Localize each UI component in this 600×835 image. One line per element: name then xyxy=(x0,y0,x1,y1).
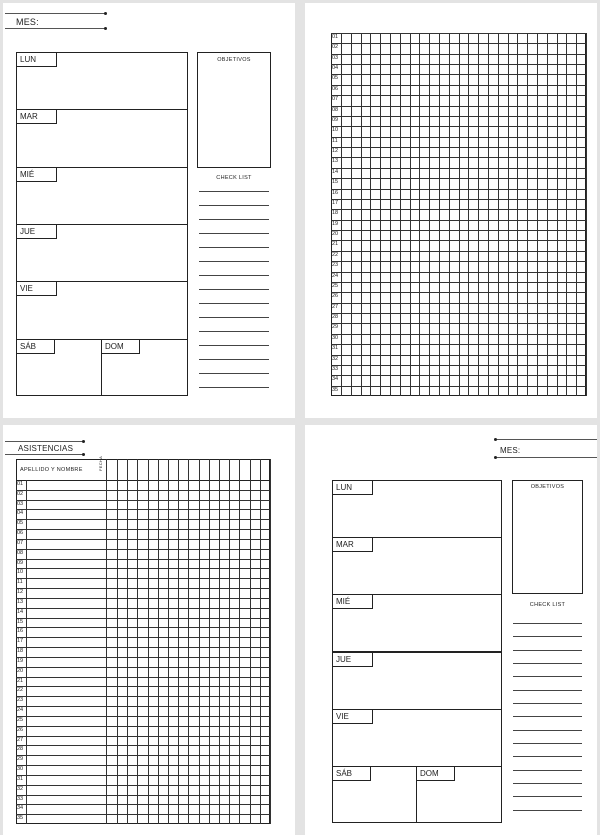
checklist-line xyxy=(513,730,582,731)
day-box xyxy=(332,709,502,767)
row-number: 21 xyxy=(332,241,339,248)
checklist-line xyxy=(199,219,269,220)
attendance-row-line xyxy=(16,637,270,638)
row-number: 29 xyxy=(17,756,24,763)
checklist-line xyxy=(199,317,269,318)
attendance-row-line xyxy=(16,765,270,766)
row-number: 11 xyxy=(332,137,338,144)
title-line-bottom xyxy=(5,454,83,455)
row-number: 28 xyxy=(332,314,339,321)
attendance-row-line xyxy=(16,588,270,589)
checklist-line xyxy=(513,770,582,771)
row-number: 26 xyxy=(17,726,24,733)
checklist-label: CHECK LIST xyxy=(216,175,252,181)
row-number: 03 xyxy=(332,54,339,61)
row-number: 28 xyxy=(17,746,24,753)
row-number: 05 xyxy=(332,75,339,82)
attendance-col-line xyxy=(137,459,138,824)
grid-col-line xyxy=(576,33,577,396)
grid-col-line xyxy=(439,33,440,396)
line-dot xyxy=(104,27,107,30)
row-number: 27 xyxy=(17,736,24,743)
row-number: 33 xyxy=(17,795,24,802)
grid-col-line xyxy=(498,33,499,396)
row-number: 17 xyxy=(17,638,24,645)
checklist-line xyxy=(199,289,269,290)
row-number: 31 xyxy=(17,775,24,782)
checklist-line xyxy=(513,636,582,637)
day-label: LUN xyxy=(333,481,373,495)
attendance-row-line xyxy=(16,509,270,510)
grid-col-line xyxy=(459,33,460,396)
row-number: 07 xyxy=(332,96,339,103)
row-number: 24 xyxy=(332,272,339,279)
checklist-label: CHECK LIST xyxy=(529,602,566,608)
grid-col-line xyxy=(586,33,587,396)
row-number: 24 xyxy=(17,707,24,714)
row-number: 32 xyxy=(17,785,24,792)
attendance-row-line xyxy=(16,578,270,579)
attendance-row-line xyxy=(16,500,270,501)
checklist-line xyxy=(513,703,582,704)
attendance-row-line xyxy=(16,795,270,796)
attendance-row-line xyxy=(16,618,270,619)
attendance-row-line xyxy=(16,804,270,805)
row-number: 07 xyxy=(17,539,24,546)
weekend-box xyxy=(16,339,102,396)
row-number: 35 xyxy=(332,386,339,393)
attendance-row-line xyxy=(16,716,270,717)
month-bottom-line xyxy=(496,457,597,458)
checklist-line xyxy=(199,261,269,262)
day-label: MIÉ xyxy=(17,168,57,182)
checklist-line xyxy=(513,623,582,624)
attendance-row-line xyxy=(16,539,270,540)
checklist-line xyxy=(199,191,269,192)
row-number: 01 xyxy=(17,481,24,487)
row-number: 23 xyxy=(332,262,339,269)
weekend-box xyxy=(101,339,188,396)
line-dot xyxy=(82,440,85,443)
row-number: 22 xyxy=(17,687,24,694)
week-days-block xyxy=(332,480,502,823)
name-header: APELLIDO Y NOMBRE xyxy=(20,467,83,473)
checklist-lines xyxy=(199,191,269,401)
grid-col-line xyxy=(508,33,509,396)
row-number: 10 xyxy=(332,127,339,134)
attendance-row-line xyxy=(16,775,270,776)
row-number: 08 xyxy=(17,549,24,556)
checklist-line xyxy=(513,796,582,797)
row-number: 02 xyxy=(332,44,339,51)
row-number: 16 xyxy=(332,189,339,196)
row-number: 34 xyxy=(17,805,24,812)
attendance-row-line xyxy=(16,529,270,530)
checklist-line xyxy=(513,743,582,744)
attendance-col-line xyxy=(199,459,200,824)
grid-col-line xyxy=(380,33,381,396)
attendance-row-line xyxy=(16,519,270,520)
attendance-row-line xyxy=(16,657,270,658)
attendance-row-line xyxy=(16,559,270,560)
checklist-line xyxy=(199,233,269,234)
attendance-frame xyxy=(16,459,270,824)
day-label: JUE xyxy=(333,653,373,667)
grid-col-line xyxy=(351,33,352,396)
row-number: 30 xyxy=(332,334,339,341)
attendance-col-line xyxy=(219,459,220,824)
attendance-row-line xyxy=(16,667,270,668)
month-top-line xyxy=(496,439,597,440)
weekend-box xyxy=(416,766,502,823)
checklist-line xyxy=(513,756,582,757)
date-header: FECHA xyxy=(98,455,103,471)
attendance-col-line xyxy=(239,459,240,824)
planner-page-top xyxy=(3,3,295,418)
grid-col-line xyxy=(449,33,450,396)
weekend-label: SÁB xyxy=(17,340,55,354)
planner-page-bottom xyxy=(305,425,597,835)
attendance-row-line xyxy=(16,726,270,727)
day-label: LUN xyxy=(17,53,57,67)
attendance-col-line xyxy=(209,459,210,824)
row-number: 22 xyxy=(332,251,339,258)
day-box xyxy=(332,480,502,538)
day-box xyxy=(16,52,188,110)
checklist-line xyxy=(513,810,582,811)
day-box xyxy=(16,224,188,282)
attendance-row-line xyxy=(16,745,270,746)
row-number: 09 xyxy=(332,116,339,123)
attendance-col-line xyxy=(148,459,149,824)
row-number: 12 xyxy=(17,589,24,596)
row-number: 20 xyxy=(332,231,339,238)
grid-col-line xyxy=(527,33,528,396)
day-label: JUE xyxy=(17,225,57,239)
attendance-page xyxy=(3,425,295,835)
day-box xyxy=(16,167,188,225)
day-box xyxy=(332,652,502,710)
objectives-label: OBJETIVOS xyxy=(530,484,565,490)
line-dot xyxy=(494,438,497,441)
row-number: 35 xyxy=(17,815,24,822)
attendance-row-line xyxy=(16,568,270,569)
day-box xyxy=(16,109,188,167)
objectives-box xyxy=(512,480,583,594)
attendance-col-line xyxy=(117,459,118,824)
attendance-title: ASISTENCIAS xyxy=(18,444,74,453)
month-bottom-line xyxy=(5,28,105,29)
attendance-col-line xyxy=(270,459,271,824)
grid-col-line xyxy=(370,33,371,396)
line-dot xyxy=(104,12,107,15)
grid-col-line xyxy=(390,33,391,396)
row-number: 11 xyxy=(17,579,23,586)
checklist-line xyxy=(199,345,269,346)
grid-col-line xyxy=(419,33,420,396)
row-number: 25 xyxy=(332,282,339,289)
row-number: 05 xyxy=(17,520,24,527)
row-number: 17 xyxy=(332,199,339,206)
grid-col-line xyxy=(517,33,518,396)
grid-col-line xyxy=(361,33,362,396)
row-number: 30 xyxy=(17,766,24,773)
grid-col-line xyxy=(547,33,548,396)
row-number: 26 xyxy=(332,293,339,300)
attendance-col-line xyxy=(229,459,230,824)
grid-col-line xyxy=(478,33,479,396)
attendance-row-line xyxy=(16,706,270,707)
attendance-row-line xyxy=(16,598,270,599)
attendance-row-line xyxy=(16,736,270,737)
row-number: 14 xyxy=(17,608,24,615)
row-number: 02 xyxy=(17,490,24,497)
day-box xyxy=(332,594,502,652)
row-number: 18 xyxy=(17,648,24,655)
row-number: 19 xyxy=(332,220,339,227)
row-number: 21 xyxy=(17,677,24,684)
day-label: MAR xyxy=(17,110,57,124)
row-number: 04 xyxy=(17,510,24,517)
number-col-line xyxy=(26,480,27,824)
attendance-col-line xyxy=(168,459,169,824)
grid-col-line xyxy=(468,33,469,396)
attendance-col-line xyxy=(188,459,189,824)
day-box xyxy=(332,537,502,595)
row-number: 04 xyxy=(332,65,339,72)
grid-col-line xyxy=(488,33,489,396)
row-number: 15 xyxy=(332,179,339,186)
weekend-label: DOM xyxy=(417,767,455,781)
grid-col-line xyxy=(400,33,401,396)
row-number: 01 xyxy=(332,34,339,40)
weekend-box xyxy=(332,766,417,823)
row-number: 13 xyxy=(17,598,24,605)
grid-col-line xyxy=(537,33,538,396)
day-label: MAR xyxy=(333,538,373,552)
grid-page-top xyxy=(305,3,597,418)
row-number: 31 xyxy=(332,345,339,352)
grid-col-line xyxy=(429,33,430,396)
attendance-row-line xyxy=(16,549,270,550)
attendance-row-line xyxy=(16,696,270,697)
name-col-line xyxy=(106,459,107,824)
month-top-line xyxy=(5,13,105,14)
checklist-line xyxy=(513,676,582,677)
row-number: 20 xyxy=(17,667,24,674)
week-days-block xyxy=(16,52,188,396)
attendance-row-line xyxy=(16,686,270,687)
day-label: VIE xyxy=(17,282,57,296)
row-number: 25 xyxy=(17,716,24,723)
attendance-row-line xyxy=(16,755,270,756)
weekend-label: DOM xyxy=(102,340,140,354)
checklist-line xyxy=(199,205,269,206)
checklist-lines xyxy=(513,623,582,823)
attendance-grid xyxy=(16,459,270,824)
attendance-col-line xyxy=(260,459,261,824)
header-line xyxy=(16,480,270,481)
row-number: 15 xyxy=(17,618,24,625)
line-dot xyxy=(494,456,497,459)
day-label: MIÉ xyxy=(333,595,373,609)
checklist-line xyxy=(199,387,269,388)
checklist-line xyxy=(513,663,582,664)
attendance-row-line xyxy=(16,677,270,678)
objectives-box xyxy=(197,52,271,168)
attendance-col-line xyxy=(158,459,159,824)
row-number: 03 xyxy=(17,500,24,507)
attendance-col-line xyxy=(250,459,251,824)
attendance-row-line xyxy=(16,490,270,491)
row-number: 29 xyxy=(332,324,339,331)
checklist-line xyxy=(199,373,269,374)
attendance-row-line xyxy=(16,608,270,609)
row-number: 06 xyxy=(17,530,24,537)
row-number: 16 xyxy=(17,628,24,635)
checklist-line xyxy=(199,303,269,304)
line-dot xyxy=(82,453,85,456)
attendance-col-line xyxy=(178,459,179,824)
attendance-col-line xyxy=(127,459,128,824)
grid-col-line xyxy=(566,33,567,396)
checklist-line xyxy=(199,359,269,360)
row-number: 12 xyxy=(332,148,339,155)
weekend-label: SÁB xyxy=(333,767,371,781)
grid-col-line xyxy=(341,33,342,396)
row-number: 23 xyxy=(17,697,24,704)
row-number: 18 xyxy=(332,210,339,217)
checklist-line xyxy=(513,690,582,691)
grid-col-line xyxy=(557,33,558,396)
objectives-label: OBJETIVOS xyxy=(217,57,251,63)
title-line-top xyxy=(5,441,83,442)
row-number: 19 xyxy=(17,657,24,664)
row-number: 33 xyxy=(332,365,339,372)
checklist-line xyxy=(199,247,269,248)
grid-col-line xyxy=(410,33,411,396)
row-number: 13 xyxy=(332,158,339,165)
month-label: MES: xyxy=(16,17,39,27)
attendance-row-line xyxy=(16,647,270,648)
month-label: MES: xyxy=(500,446,521,455)
attendance-row-line xyxy=(16,814,270,815)
row-number: 08 xyxy=(332,106,339,113)
attendance-row-line xyxy=(16,785,270,786)
row-number: 34 xyxy=(332,376,339,383)
row-number: 06 xyxy=(332,85,339,92)
day-label: VIE xyxy=(333,710,373,724)
checklist-line xyxy=(513,716,582,717)
attendance-row-line xyxy=(16,627,270,628)
checklist-line xyxy=(199,331,269,332)
day-box xyxy=(16,281,188,339)
checklist-line xyxy=(199,275,269,276)
row-number: 09 xyxy=(17,559,24,566)
row-number: 10 xyxy=(17,569,24,576)
row-number: 27 xyxy=(332,303,339,310)
row-number: 32 xyxy=(332,355,339,362)
row-number: 14 xyxy=(332,168,339,175)
tracker-grid xyxy=(331,33,586,396)
checklist-line xyxy=(513,783,582,784)
checklist-line xyxy=(513,650,582,651)
